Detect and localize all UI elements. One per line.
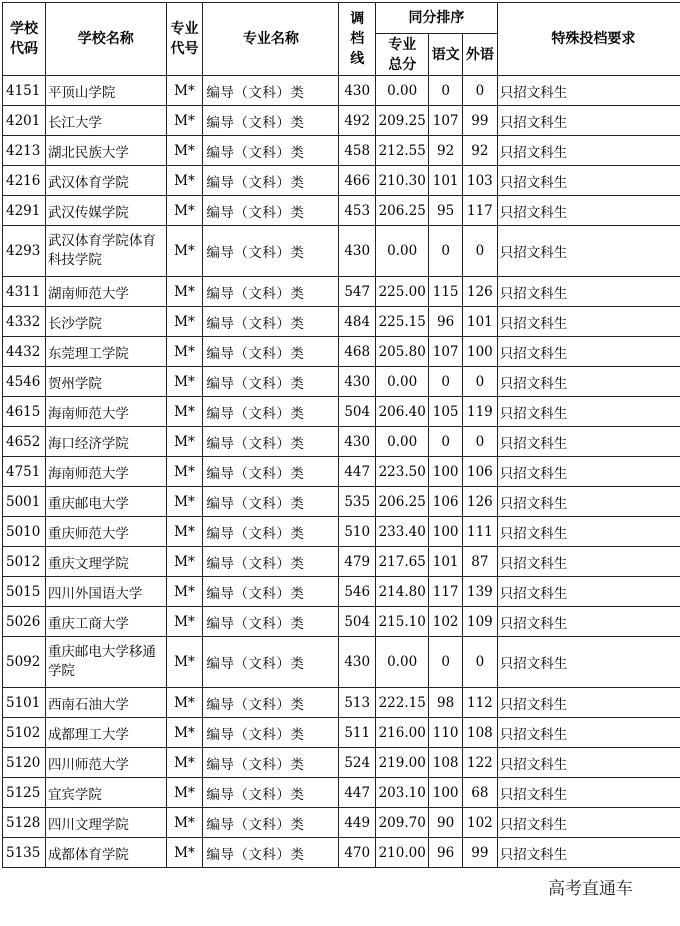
major-total-cell: 210.30 [376,166,429,196]
table-row [3,838,680,868]
school-name-cell: 重庆师范大学 [45,517,166,547]
special-requirement-cell: 只招文科生 [497,337,680,367]
chinese-score-cell: 95 [429,196,463,226]
school-code-cell: 4751 [3,457,46,487]
table-row [3,427,680,457]
foreign-score-cell: 0 [463,427,498,457]
major-code-cell: M* [166,688,203,718]
table-body [3,76,680,868]
table-row [3,577,680,607]
school-code-cell: 4432 [3,337,46,367]
table-row [3,196,680,226]
header-chinese: 语文 [429,34,463,76]
major-code-cell: M* [166,748,203,778]
major-name-cell: 编导（文科）类 [203,307,339,337]
chinese-score-cell: 0 [429,76,463,106]
school-name-cell: 重庆邮电大学移通学院 [45,637,166,688]
major-name-cell: 编导（文科）类 [203,166,339,196]
major-name-cell: 编导（文科）类 [203,688,339,718]
major-total-cell: 219.00 [376,748,429,778]
header-same-score-order: 同分排序 [376,3,498,34]
major-name-cell: 编导（文科）类 [203,277,339,307]
major-name-cell: 编导（文科）类 [203,547,339,577]
foreign-score-cell: 100 [463,337,498,367]
school-code-cell: 5001 [3,487,46,517]
special-requirement-cell: 只招文科生 [497,427,680,457]
major-name-cell: 编导（文科）类 [203,577,339,607]
special-requirement-cell: 只招文科生 [497,808,680,838]
special-requirement-cell: 只招文科生 [497,517,680,547]
chinese-score-cell: 92 [429,136,463,166]
school-name-cell: 武汉传媒学院 [45,196,166,226]
major-code-cell: M* [166,838,203,868]
school-code-cell: 4652 [3,427,46,457]
chinese-score-cell: 110 [429,718,463,748]
special-requirement-cell: 只招文科生 [497,397,680,427]
admission-score-table [2,2,680,868]
chinese-score-cell: 90 [429,808,463,838]
major-name-cell: 编导（文科）类 [203,838,339,868]
major-code-cell: M* [166,106,203,136]
foreign-score-cell: 111 [463,517,498,547]
major-total-cell: 0.00 [376,226,429,277]
adjust-line-cell: 453 [339,196,376,226]
school-code-cell: 5125 [3,778,46,808]
chinese-score-cell: 98 [429,688,463,718]
table-row [3,808,680,838]
special-requirement-cell: 只招文科生 [497,367,680,397]
major-name-cell: 编导（文科）类 [203,487,339,517]
adjust-line-cell: 524 [339,748,376,778]
adjust-line-cell: 535 [339,487,376,517]
adjust-line-cell: 430 [339,367,376,397]
major-total-cell: 225.15 [376,307,429,337]
major-code-cell: M* [166,427,203,457]
school-name-cell: 武汉体育学院 [45,166,166,196]
adjust-line-cell: 547 [339,277,376,307]
school-code-cell: 5128 [3,808,46,838]
chinese-score-cell: 0 [429,367,463,397]
chinese-score-cell: 100 [429,517,463,547]
school-name-cell: 成都理工大学 [45,718,166,748]
school-code-cell: 5135 [3,838,46,868]
school-code-cell: 4216 [3,166,46,196]
chinese-score-cell: 105 [429,397,463,427]
major-total-cell: 223.50 [376,457,429,487]
major-name-cell: 编导（文科）类 [203,226,339,277]
foreign-score-cell: 87 [463,547,498,577]
special-requirement-cell: 只招文科生 [497,196,680,226]
major-name-cell: 编导（文科）类 [203,637,339,688]
special-requirement-cell: 只招文科生 [497,226,680,277]
school-name-cell: 湖北民族大学 [45,136,166,166]
school-name-cell: 四川师范大学 [45,748,166,778]
major-total-cell: 206.25 [376,196,429,226]
chinese-score-cell: 108 [429,748,463,778]
major-name-cell: 编导（文科）类 [203,718,339,748]
table-row [3,166,680,196]
major-code-cell: M* [166,577,203,607]
header-school-name: 学校名称 [45,3,166,76]
chinese-score-cell: 0 [429,427,463,457]
major-name-cell: 编导（文科）类 [203,778,339,808]
school-name-cell: 西南石油大学 [45,688,166,718]
adjust-line-cell: 447 [339,778,376,808]
school-code-cell: 4201 [3,106,46,136]
major-total-cell: 214.80 [376,577,429,607]
major-code-cell: M* [166,457,203,487]
adjust-line-cell: 479 [339,547,376,577]
chinese-score-cell: 0 [429,226,463,277]
school-name-cell: 重庆工商大学 [45,607,166,637]
foreign-score-cell: 101 [463,307,498,337]
major-total-cell: 217.65 [376,547,429,577]
table-row [3,76,680,106]
school-name-cell: 湖南师范大学 [45,277,166,307]
special-requirement-cell: 只招文科生 [497,136,680,166]
adjust-line-cell: 484 [339,307,376,337]
major-code-cell: M* [166,76,203,106]
foreign-score-cell: 108 [463,718,498,748]
foreign-score-cell: 68 [463,778,498,808]
major-total-cell: 0.00 [376,637,429,688]
major-total-cell: 216.00 [376,718,429,748]
foreign-score-cell: 109 [463,607,498,637]
adjust-line-cell: 466 [339,166,376,196]
school-code-cell: 4291 [3,196,46,226]
table-row [3,637,680,688]
adjust-line-cell: 492 [339,106,376,136]
special-requirement-cell: 只招文科生 [497,778,680,808]
special-requirement-cell: 只招文科生 [497,106,680,136]
major-code-cell: M* [166,637,203,688]
table-row [3,136,680,166]
header-major-name: 专业名称 [203,3,339,76]
table-row [3,337,680,367]
special-requirement-cell: 只招文科生 [497,277,680,307]
foreign-score-cell: 119 [463,397,498,427]
special-requirement-cell: 只招文科生 [497,457,680,487]
chinese-score-cell: 107 [429,106,463,136]
table-row [3,277,680,307]
foreign-score-cell: 0 [463,367,498,397]
special-requirement-cell: 只招文科生 [497,577,680,607]
major-code-cell: M* [166,166,203,196]
special-requirement-cell: 只招文科生 [497,838,680,868]
major-code-cell: M* [166,547,203,577]
adjust-line-cell: 447 [339,457,376,487]
major-total-cell: 209.70 [376,808,429,838]
foreign-score-cell: 122 [463,748,498,778]
chinese-score-cell: 106 [429,487,463,517]
major-total-cell: 210.00 [376,838,429,868]
school-code-cell: 5026 [3,607,46,637]
chinese-score-cell: 102 [429,607,463,637]
table-row [3,307,680,337]
adjust-line-cell: 430 [339,637,376,688]
header-foreign: 外语 [463,34,498,76]
adjust-line-cell: 510 [339,517,376,547]
foreign-score-cell: 99 [463,106,498,136]
school-name-cell: 宜宾学院 [45,778,166,808]
header-adjust-line: 调档线 [339,3,376,76]
adjust-line-cell: 430 [339,427,376,457]
chinese-score-cell: 96 [429,838,463,868]
school-name-cell: 平顶山学院 [45,76,166,106]
school-name-cell: 武汉体育学院体育科技学院 [45,226,166,277]
major-code-cell: M* [166,226,203,277]
major-code-cell: M* [166,277,203,307]
school-name-cell: 贺州学院 [45,367,166,397]
school-code-cell: 4293 [3,226,46,277]
school-code-cell: 5015 [3,577,46,607]
table-row [3,547,680,577]
major-total-cell: 0.00 [376,367,429,397]
major-name-cell: 编导（文科）类 [203,457,339,487]
table-row [3,607,680,637]
adjust-line-cell: 468 [339,337,376,367]
school-name-cell: 长江大学 [45,106,166,136]
special-requirement-cell: 只招文科生 [497,748,680,778]
school-code-cell: 4332 [3,307,46,337]
special-requirement-cell: 只招文科生 [497,547,680,577]
special-requirement-cell: 只招文科生 [497,718,680,748]
major-code-cell: M* [166,517,203,547]
adjust-line-cell: 430 [339,226,376,277]
adjust-line-cell: 449 [339,808,376,838]
major-code-cell: M* [166,196,203,226]
table-row [3,106,680,136]
school-name-cell: 重庆邮电大学 [45,487,166,517]
major-name-cell: 编导（文科）类 [203,748,339,778]
foreign-score-cell: 99 [463,838,498,868]
foreign-score-cell: 0 [463,226,498,277]
special-requirement-cell: 只招文科生 [497,307,680,337]
major-name-cell: 编导（文科）类 [203,397,339,427]
school-name-cell: 四川外国语大学 [45,577,166,607]
major-code-cell: M* [166,808,203,838]
chinese-score-cell: 100 [429,457,463,487]
school-code-cell: 4151 [3,76,46,106]
chinese-score-cell: 0 [429,637,463,688]
table-row [3,718,680,748]
adjust-line-cell: 504 [339,397,376,427]
adjust-line-cell: 546 [339,577,376,607]
header-major-code: 专业代号 [166,3,203,76]
major-name-cell: 编导（文科）类 [203,517,339,547]
foreign-score-cell: 92 [463,136,498,166]
major-name-cell: 编导（文科）类 [203,427,339,457]
adjust-line-cell: 430 [339,76,376,106]
major-code-cell: M* [166,778,203,808]
adjust-line-cell: 511 [339,718,376,748]
adjust-line-cell: 470 [339,838,376,868]
major-name-cell: 编导（文科）类 [203,607,339,637]
major-name-cell: 编导（文科）类 [203,337,339,367]
major-total-cell: 205.80 [376,337,429,367]
major-total-cell: 225.00 [376,277,429,307]
major-total-cell: 0.00 [376,427,429,457]
header-school-code: 学校代码 [3,3,46,76]
major-name-cell: 编导（文科）类 [203,367,339,397]
school-code-cell: 5101 [3,688,46,718]
special-requirement-cell: 只招文科生 [497,76,680,106]
major-code-cell: M* [166,397,203,427]
chinese-score-cell: 115 [429,277,463,307]
major-code-cell: M* [166,607,203,637]
chinese-score-cell: 101 [429,547,463,577]
special-requirement-cell: 只招文科生 [497,487,680,517]
major-code-cell: M* [166,337,203,367]
major-total-cell: 222.15 [376,688,429,718]
major-code-cell: M* [166,718,203,748]
school-code-cell: 5092 [3,637,46,688]
table-row [3,226,680,277]
school-code-cell: 4311 [3,277,46,307]
chinese-score-cell: 100 [429,778,463,808]
special-requirement-cell: 只招文科生 [497,166,680,196]
table-row [3,457,680,487]
special-requirement-cell: 只招文科生 [497,637,680,688]
school-name-cell: 成都体育学院 [45,838,166,868]
major-code-cell: M* [166,367,203,397]
foreign-score-cell: 102 [463,808,498,838]
table-row [3,778,680,808]
header-major-total: 专业总分 [376,34,429,76]
table-row [3,397,680,427]
major-code-cell: M* [166,136,203,166]
school-name-cell: 长沙学院 [45,307,166,337]
table-row [3,487,680,517]
school-code-cell: 4546 [3,367,46,397]
school-name-cell: 海南师范大学 [45,457,166,487]
foreign-score-cell: 126 [463,487,498,517]
table-row [3,517,680,547]
chinese-score-cell: 117 [429,577,463,607]
major-total-cell: 0.00 [376,76,429,106]
header-special-requirement: 特殊投档要求 [497,3,680,76]
adjust-line-cell: 504 [339,607,376,637]
school-name-cell: 重庆文理学院 [45,547,166,577]
major-total-cell: 209.25 [376,106,429,136]
major-total-cell: 206.25 [376,487,429,517]
school-code-cell: 5102 [3,718,46,748]
foreign-score-cell: 117 [463,196,498,226]
major-name-cell: 编导（文科）类 [203,106,339,136]
major-name-cell: 编导（文科）类 [203,136,339,166]
special-requirement-cell: 只招文科生 [497,607,680,637]
table-row [3,367,680,397]
major-total-cell: 215.10 [376,607,429,637]
school-code-cell: 4213 [3,136,46,166]
foreign-score-cell: 112 [463,688,498,718]
major-name-cell: 编导（文科）类 [203,76,339,106]
major-total-cell: 206.40 [376,397,429,427]
school-code-cell: 5010 [3,517,46,547]
school-code-cell: 5120 [3,748,46,778]
foreign-score-cell: 0 [463,637,498,688]
chinese-score-cell: 96 [429,307,463,337]
adjust-line-cell: 458 [339,136,376,166]
foreign-score-cell: 103 [463,166,498,196]
school-code-cell: 5012 [3,547,46,577]
foreign-score-cell: 106 [463,457,498,487]
table-row [3,688,680,718]
table-row [3,748,680,778]
school-name-cell: 海口经济学院 [45,427,166,457]
school-name-cell: 海南师范大学 [45,397,166,427]
admission-table-container [2,2,680,868]
foreign-score-cell: 0 [463,76,498,106]
chinese-score-cell: 101 [429,166,463,196]
major-name-cell: 编导（文科）类 [203,808,339,838]
adjust-line-cell: 513 [339,688,376,718]
school-code-cell: 4615 [3,397,46,427]
foreign-score-cell: 126 [463,277,498,307]
major-total-cell: 212.55 [376,136,429,166]
footer-watermark-text: 高考直通车 [548,879,633,899]
school-name-cell: 四川文理学院 [45,808,166,838]
special-requirement-cell: 只招文科生 [497,688,680,718]
major-code-cell: M* [166,307,203,337]
chinese-score-cell: 107 [429,337,463,367]
major-total-cell: 233.40 [376,517,429,547]
foreign-score-cell: 139 [463,577,498,607]
school-name-cell: 东莞理工学院 [45,337,166,367]
table-header [3,3,680,76]
major-total-cell: 203.10 [376,778,429,808]
major-code-cell: M* [166,487,203,517]
major-name-cell: 编导（文科）类 [203,196,339,226]
